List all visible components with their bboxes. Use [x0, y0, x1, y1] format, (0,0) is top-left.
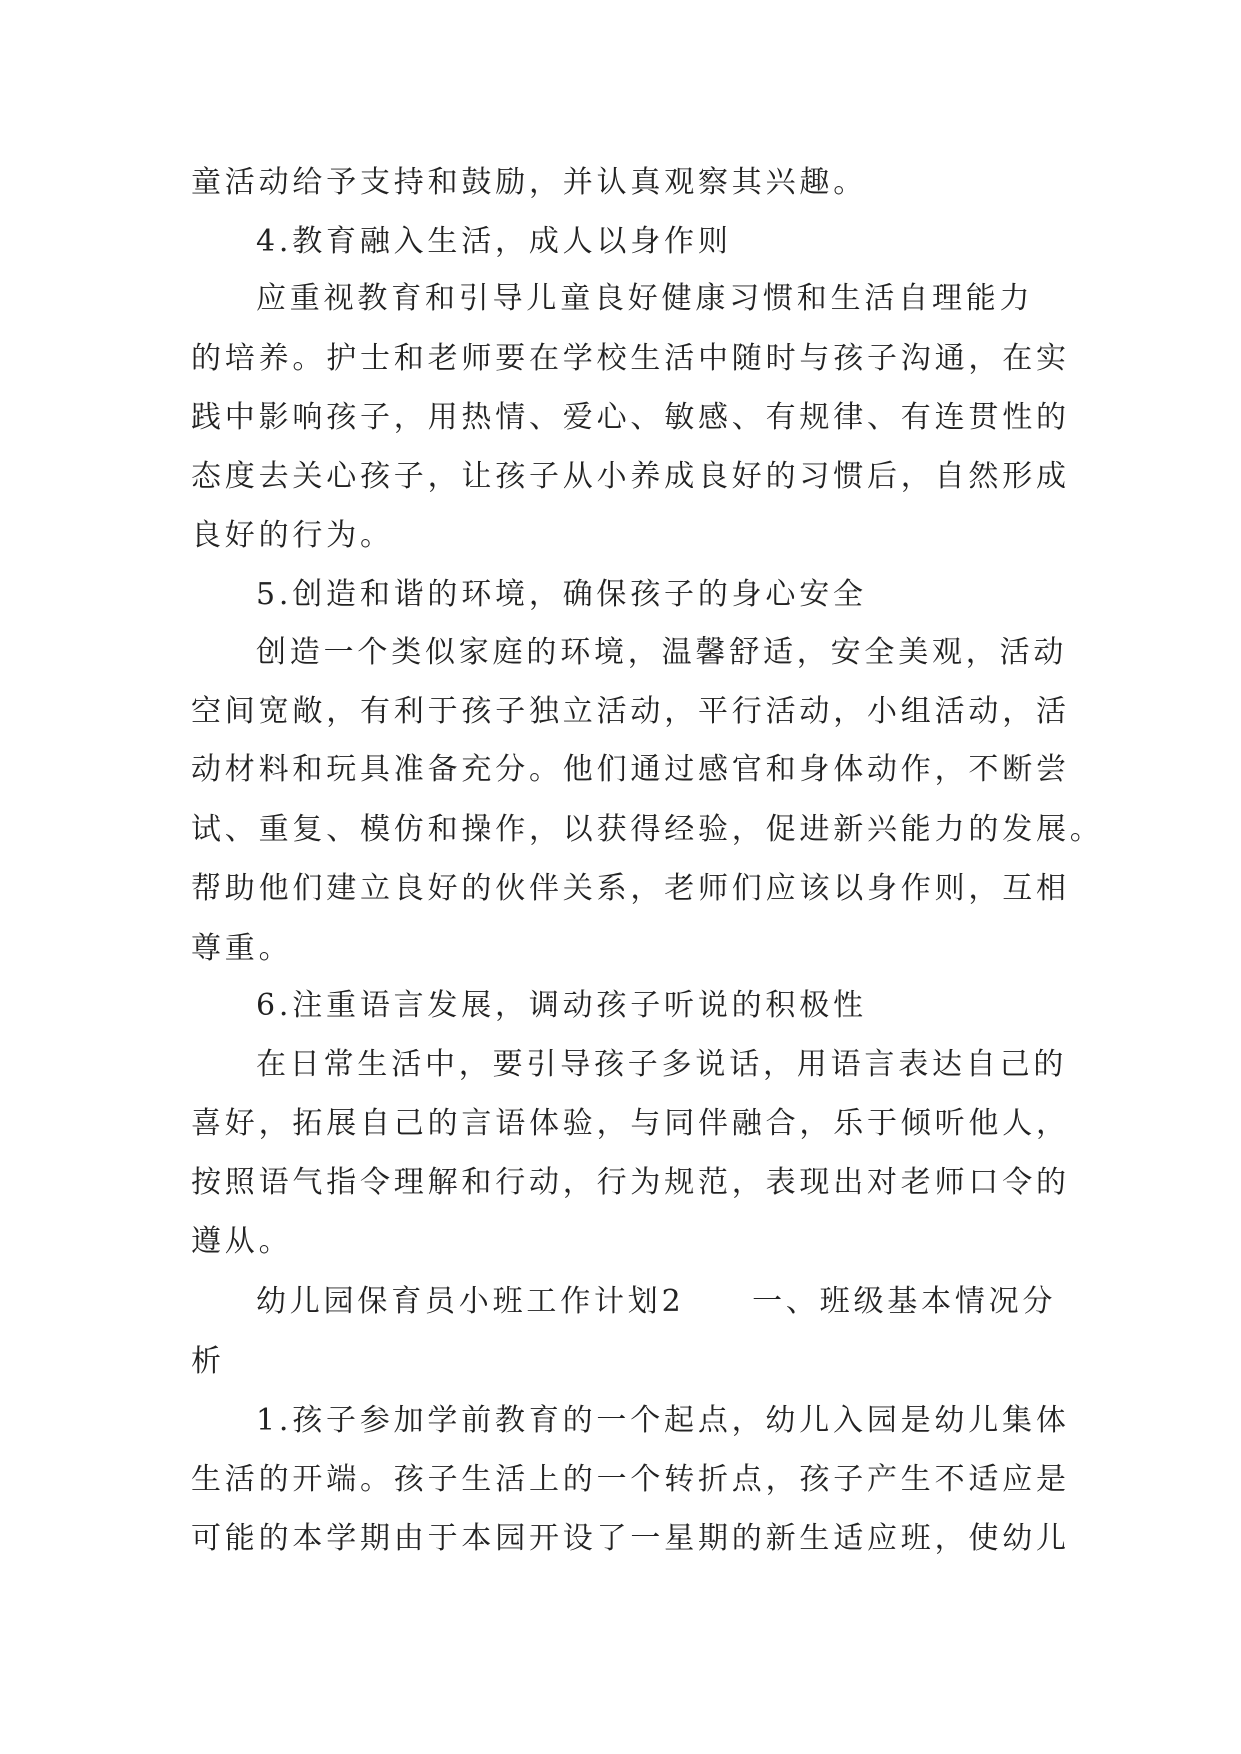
text-line: 6.注重语言发展，调动孩子听说的积极性: [256, 988, 867, 1023]
text-line: 应重视教育和引导儿童良好健康习惯和生活自理能力: [256, 281, 1034, 316]
text-line: 遵从。: [191, 1224, 293, 1259]
text-line: 5.创造和谐的环境，确保孩子的身心安全: [256, 577, 867, 612]
text-line: 可能的本学期由于本园开设了一星期的新生适应班，使幼儿: [191, 1521, 1070, 1556]
text-line: 动材料和玩具准备充分。他们通过感官和身体动作，不断尝: [191, 752, 1070, 787]
text-line: 析: [191, 1344, 225, 1379]
text-line: 按照语气指令理解和行动，行为规范，表现出对老师口令的: [191, 1165, 1070, 1200]
text-line: 良好的行为。: [191, 518, 394, 553]
text-line: 在日常生活中，要引导孩子多说话，用语言表达自己的: [256, 1047, 1068, 1082]
text-line: 态度去关心孩子，让孩子从小养成良好的习惯后，自然形成: [191, 459, 1070, 494]
text-line: 幼儿园保育员小班工作计划2 一、班级基本情况分: [256, 1284, 1057, 1319]
text-line: 试、重复、模仿和操作，以获得经验，促进新兴能力的发展。: [191, 812, 1104, 847]
text-line: 生活的开端。孩子生活上的一个转折点，孩子产生不适应是: [191, 1462, 1070, 1497]
text-line: 尊重。: [191, 931, 293, 966]
text-line: 喜好，拓展自己的言语体验，与同伴融合，乐于倾听他人，: [191, 1106, 1070, 1141]
text-line: 空间宽敞，有利于孩子独立活动，平行活动，小组活动，活: [191, 694, 1070, 729]
text-line: 4.教育融入生活，成人以身作则: [256, 224, 732, 259]
text-line: 1.孩子参加学前教育的一个起点，幼儿入园是幼儿集体: [256, 1403, 1070, 1438]
text-line: 的培养。护士和老师要在学校生活中随时与孩子沟通，在实: [191, 341, 1070, 376]
text-line: 创造一个类似家庭的环境，温馨舒适，安全美观，活动: [256, 635, 1068, 670]
text-line: 践中影响孩子，用热情、爱心、敏感、有规律、有连贯性的: [191, 400, 1070, 435]
text-line: 童活动给予支持和鼓励，并认真观察其兴趣。: [191, 165, 867, 200]
text-line: 帮助他们建立良好的伙伴关系，老师们应该以身作则，互相: [191, 871, 1070, 906]
